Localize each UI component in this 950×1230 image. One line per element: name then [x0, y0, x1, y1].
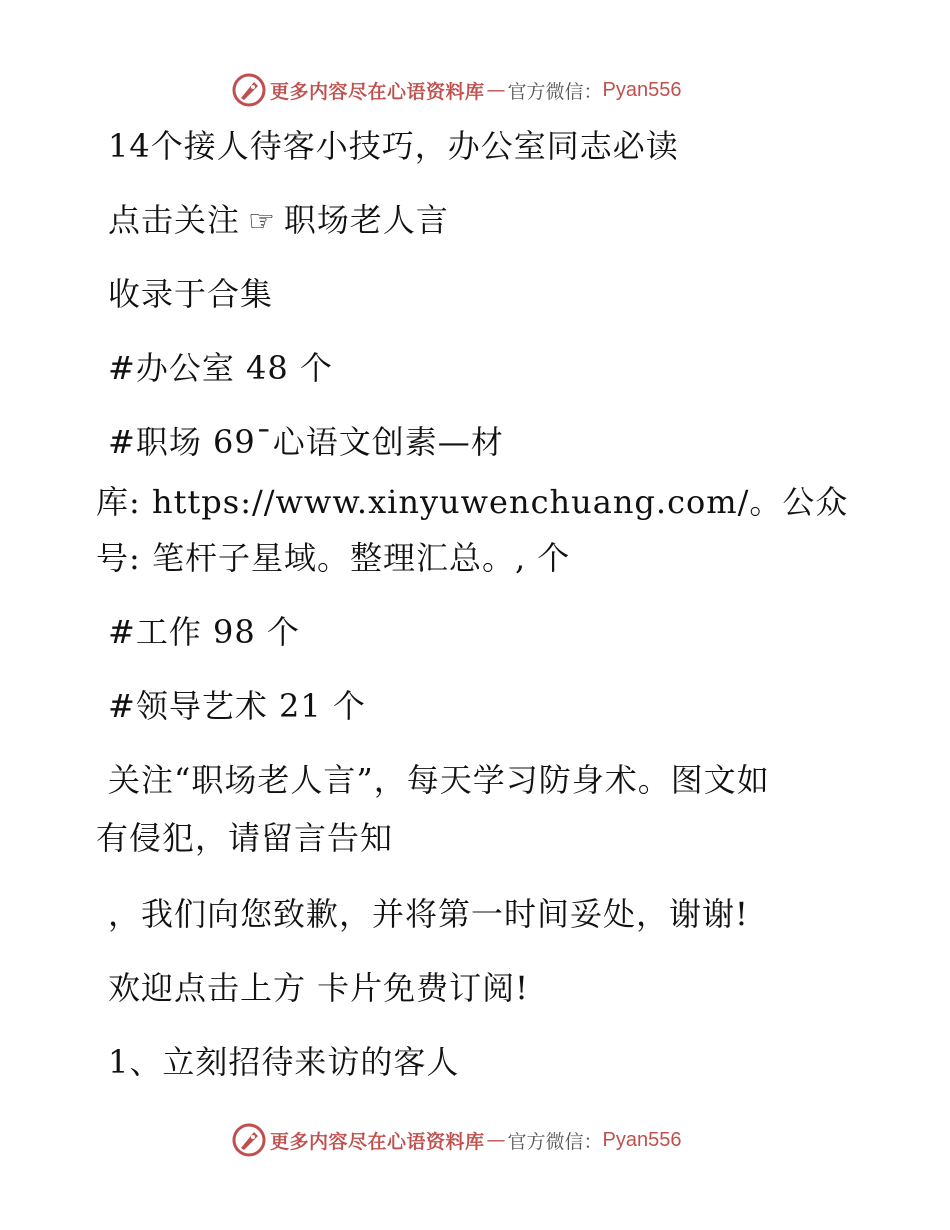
- tag-office: #办公室 48 个: [108, 349, 333, 387]
- watermark-wechat-label: 官方微信：: [507, 80, 603, 103]
- apology-line: ，我们向您致歉，并将第一时间妥处，谢谢!: [108, 895, 749, 933]
- notice-line-cont: 有侵犯，请留言告知: [96, 819, 394, 857]
- source-line: 库: https://www.xinyuwenchuang.com/。公众: [96, 483, 849, 521]
- watermark-wechat-id: Pyan556: [602, 1128, 682, 1151]
- watermark-header: [232, 70, 682, 110]
- watermark-site-name: 更多内容尽在心语资料库: [270, 1130, 485, 1153]
- tag-work: #工作 98 个: [108, 613, 300, 651]
- watermark-wechat-id: Pyan556: [602, 78, 682, 101]
- tag-workplace: #职场 69¯心语文创素—材: [108, 423, 504, 461]
- section-heading: 1、立刻招待来访的客人: [108, 1043, 460, 1081]
- subscribe-line: 欢迎点击上方 卡片免费订阅!: [108, 969, 530, 1007]
- pen-nib-logo-icon: [232, 73, 266, 107]
- watermark-site-name: 更多内容尽在心语资料库: [270, 80, 485, 103]
- watermark-dash: —: [486, 79, 506, 101]
- account-name: 职场老人言: [283, 201, 449, 239]
- pointing-hand-icon: ☞: [248, 204, 276, 239]
- notice-line: 关注“职场老人言”，每天学习防身术。图文如: [108, 761, 770, 799]
- collection-label: 收录于合集: [108, 275, 274, 313]
- follow-prefix: 点击关注: [108, 201, 241, 239]
- article-title: 14个接人待客小技巧，办公室同志必读: [108, 127, 679, 165]
- watermark-dash: —: [486, 1129, 506, 1151]
- watermark-wechat-label: 官方微信：: [507, 1130, 603, 1153]
- follow-line: [108, 200, 449, 242]
- source-line-cont: 号: 笔杆子星域。整理汇总。, 个: [96, 539, 571, 577]
- watermark-footer: [232, 1120, 682, 1160]
- pen-nib-logo-icon: [232, 1123, 266, 1157]
- tag-leadership: #领导艺术 21 个: [108, 687, 366, 725]
